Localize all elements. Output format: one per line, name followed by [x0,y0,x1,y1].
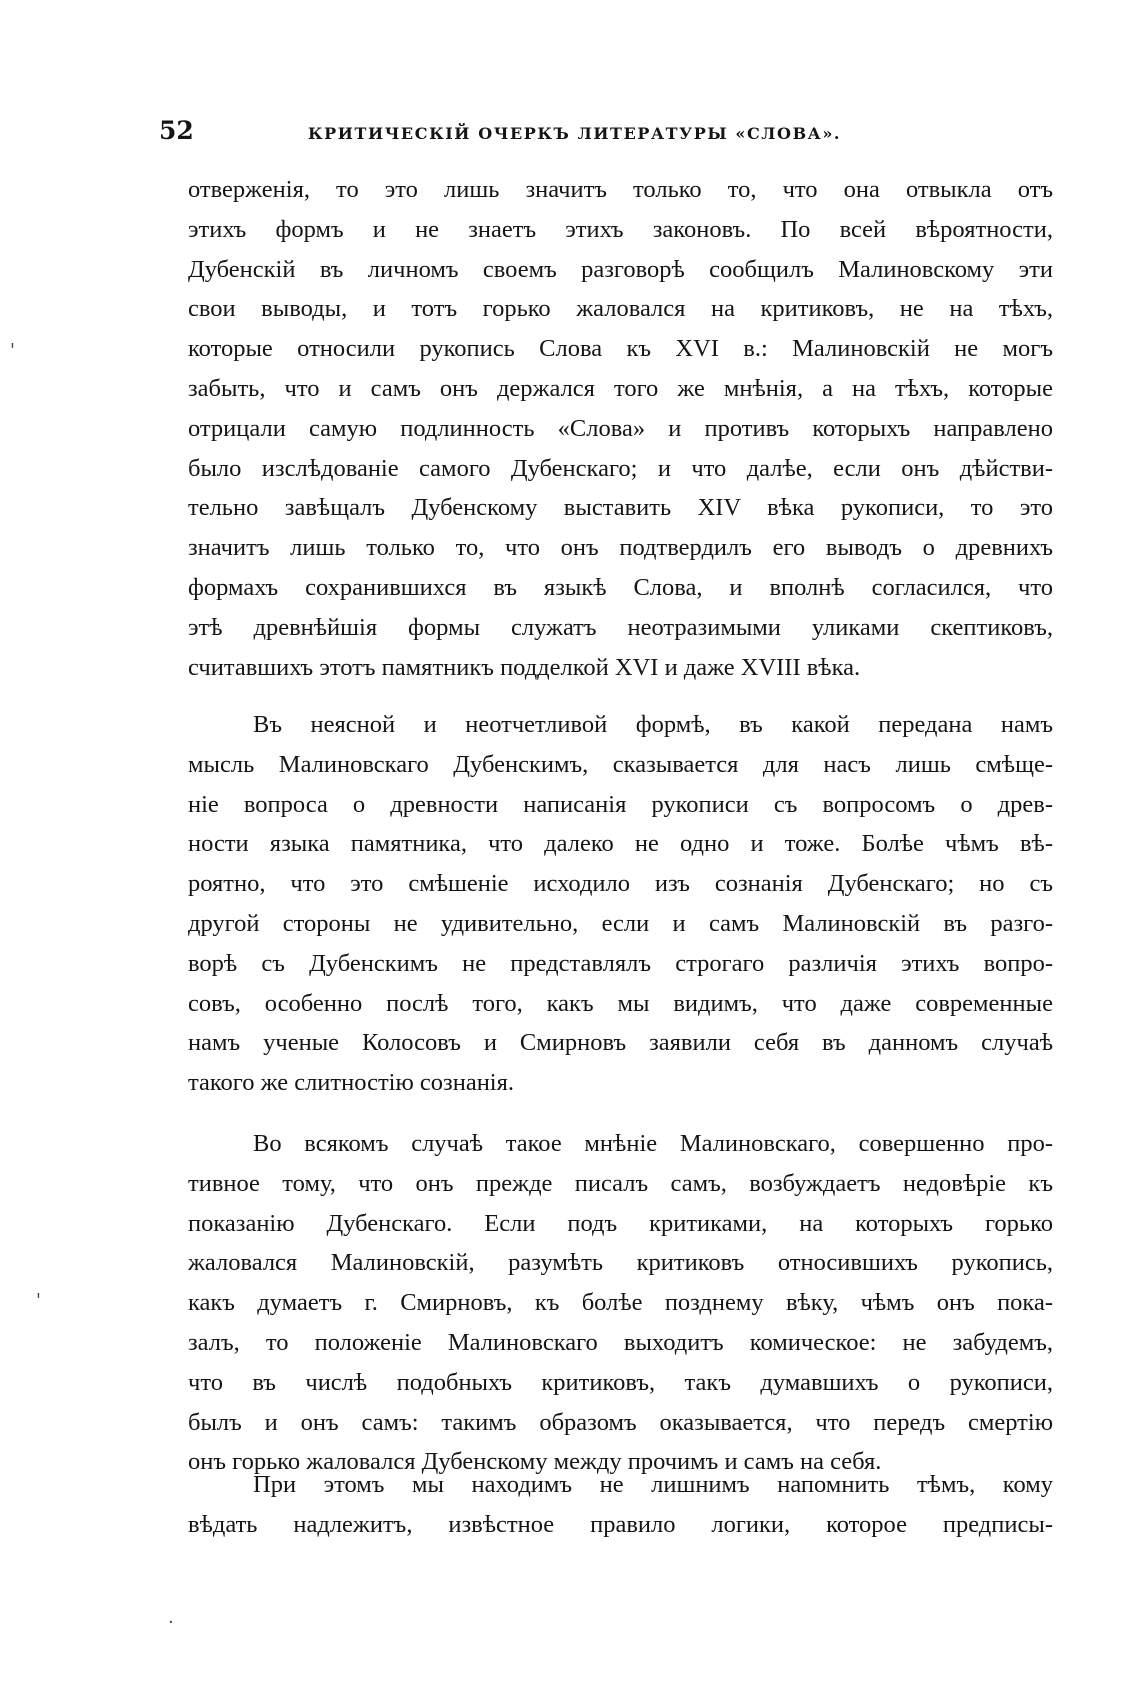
text-line: Дубенскій въ личномъ своемъ разговорѣ сообщилъ Малиновскому эти [188,255,1053,283]
text-line: показанію Дубенскаго. Если подъ критиками, на которыхъ горько [188,1209,1053,1237]
text-line: Во всякомъ случаѣ такое мнѣніе Малиновскаго, совершенно про- [253,1130,1053,1157]
text-line: роятно, что это смѣшеніе исходило изъ сознанія Дубенскаго; но съ [188,870,1053,898]
text-line: какъ думаетъ г. Смирновъ, къ болѣе позднему вѣку, чѣмъ онъ пока- [188,1289,1053,1317]
text-line: отрицали самую подлинность «Слова» и противъ которыхъ направлено [188,414,1053,442]
text-line: онъ горько жаловался Дубенскому между прочимъ и самъ на себя. [188,1448,882,1476]
text-line: былъ и онъ самъ: такимъ образомъ оказывается, что передъ смертію [188,1408,1053,1436]
text-line: отверженія, то это лишь значитъ только то, что она отвыкла отъ [188,176,1053,203]
text-line: что въ числѣ подобныхъ критиковъ, такъ думавшихъ о рукописи, [188,1368,1053,1396]
text-line: тивное тому, что онъ прежде писалъ самъ, возбуждаетъ недовѣріе къ [188,1169,1053,1197]
text-line: этихъ формъ и не знаетъ этихъ законовъ. По всей вѣроятности, [188,215,1053,243]
text-line: ворѣ съ Дубенскимъ не представлялъ строгаго различія этихъ вопро- [188,949,1053,977]
paragraph-1 [188,170,1053,687]
text-line: ности языка памятника, что далеко не одно и тоже. Болѣе чѣмъ вѣ- [188,830,1053,858]
text-line: которые относили рукопись Слова къ XVI в.: Малиновскій не могъ [188,335,1053,363]
paragraph-2 [188,705,1053,1103]
scan-speck: ' [10,340,15,361]
page-number: 52 [159,116,194,145]
text-line: значитъ лишь только то, что онъ подтвердилъ его выводъ о древнихъ [188,534,1053,562]
text-line: такого же слитностію сознанія. [188,1069,515,1097]
text-line: мысль Малиновскаго Дубенскимъ, сказывается для насъ лишь смѣще- [188,750,1053,778]
paragraph-3 [188,1124,1053,1482]
text-line: тельно завѣщалъ Дубенскому выставить XIV вѣка рукописи, то это [188,494,1053,522]
text-line: вѣдать надлежитъ, извѣстное правило логики, которое предписы- [188,1510,1053,1538]
text-line: залъ, то положеніе Малиновскаго выходитъ комическое: не забудемъ, [188,1328,1053,1356]
text-line: жаловался Малиновскій, разумѣть критиковъ относившихъ рукопись, [188,1249,1053,1277]
scan-speck: · [168,1612,174,1633]
paragraph-4 [188,1465,1053,1545]
text-line: забыть, что и самъ онъ держался того же мнѣнія, а на тѣхъ, которые [188,374,1053,402]
text-line: намъ ученые Колосовъ и Смирновъ заявили себя въ данномъ случаѣ [188,1029,1053,1057]
scan-speck: ' [36,1290,41,1311]
text-line: этѣ древнѣйшія формы служатъ неотразимыми уликами скептиковъ, [188,613,1053,641]
text-line: При этомъ мы находимъ не лишнимъ напомнить тѣмъ, кому [253,1471,1053,1498]
text-line: Въ неясной и неотчетливой формѣ, въ какой передана намъ [253,711,1053,738]
text-line: считавшихъ этотъ памятникъ подделкой XVI и даже XVIII вѣка. [188,653,861,681]
text-line: свои выводы, и тотъ горько жаловался на критиковъ, не на тѣхъ, [188,295,1053,323]
running-title: КРИТИЧЕСКІЙ ОЧЕРКЪ ЛИТЕРАТУРЫ «СЛОВА». [308,124,842,143]
page-header [159,116,881,150]
text-line: ніе вопроса о древности написанія рукописи съ вопросомъ о древ- [188,790,1053,818]
text-line: совъ, особенно послѣ того, какъ мы видимъ, что даже современные [188,989,1053,1017]
text-line: другой стороны не удивительно, если и самъ Малиновскій въ разго- [188,909,1053,937]
text-line: формахъ сохранившихся въ языкѣ Слова, и вполнѣ согласился, что [188,573,1053,601]
text-line: было изслѣдованіе самого Дубенскаго; и что далѣе, если онъ дѣйстви- [188,454,1053,482]
